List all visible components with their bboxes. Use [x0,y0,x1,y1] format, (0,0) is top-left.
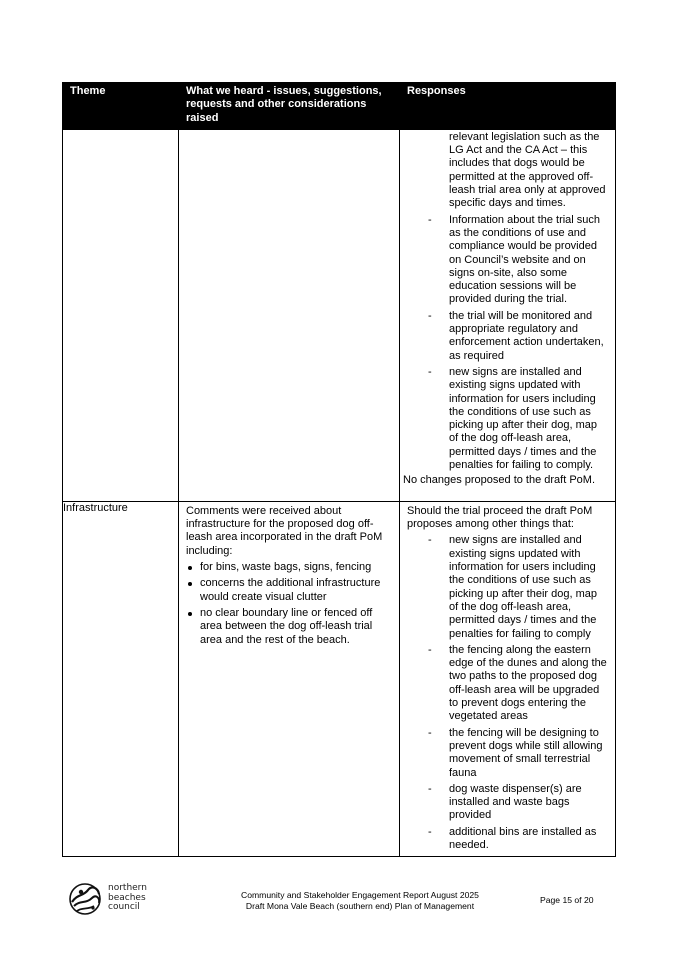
list-item-text: the fencing along the eastern edge of the dunes and along the two paths to the proposed dog off-leash area will be upgraded to prevent dogs entering the vegetated areas [449,643,607,723]
list-item [186,561,392,574]
header-what-we-heard: What we heard - issues, suggestions, requests and other considerations raised [179,83,400,130]
list-item-text: concerns the additional infrastructure would create visual clutter [200,577,381,603]
dash-bullet: - [428,726,432,739]
list-item [403,214,609,307]
dash-bullet: - [428,213,432,226]
list-item-text: relevant legislation such as the LG Act and the CA Act – this includes that dogs would be permitted at the approved off-leash trial area only at approved specific days and times. [449,130,606,210]
page-number: Page 15 of 20 [540,895,594,905]
list-item [403,644,609,724]
no-changes-note: No changes proposed to the draft PoM. [403,474,596,487]
responses-list [403,131,609,472]
logo-line: council [108,902,140,912]
list-item [403,366,609,472]
list-item-text: Information about the trial such as the conditions of use and compliance would be provided on Council’s website and on signs on-site, also some education sessions will be provided during the trial. [449,213,601,306]
responses-cell [400,501,616,856]
list-item-text: new signs are installed and existing signs updated with information for users including the conditions of use such as picking up after their dog, map of the dog off-leash area, permitted days / times and the penalties for failing to comply [449,534,597,640]
list-item-text: for bins, waste bags, signs, fencing [200,561,372,574]
council-logo-text [108,884,147,913]
heard-list [186,561,392,647]
list-item [403,727,609,780]
list-item [403,310,609,363]
list-item-text: additional bins are installed as needed. [449,825,597,852]
table-row [63,129,616,501]
dash-bullet: - [428,782,432,795]
list-item-text: the fencing will be designing to prevent dogs while still allowing movement of small terrestrial fauna [449,726,603,779]
list-item-text: no clear boundary line or fenced off area between the dog off-leash trial area and the rest of the beach. [200,606,373,646]
dash-bullet: - [428,643,432,656]
list-item-text: new signs are installed and existing signs updated with information for users including the conditions of use such as picking up after their dog, map of the dog off-leash area, permitted days / times and the penalties for failing to comply. [449,365,597,472]
list-item [186,607,392,647]
table-header-row [63,83,616,130]
logo-line: northern [108,883,147,893]
bullet-dot [188,582,192,586]
heard-cell [179,501,400,856]
dash-bullet: - [428,309,432,322]
council-logo-icon [68,882,104,916]
dash-bullet: - [428,365,432,378]
list-item-text: dog waste dispenser(s) are installed and waste bags provided [449,782,582,822]
header-responses: Responses [400,83,616,130]
dash-bullet: - [428,534,432,547]
footer-report-info [200,890,520,912]
logo-line: beaches [108,892,146,903]
bullet-dot [188,612,192,616]
header-theme: Theme [63,83,179,130]
bullet-dot [188,566,192,570]
responses-list [403,534,609,852]
theme-cell-empty [63,129,179,501]
feedback-table [62,82,616,857]
list-item [403,783,609,823]
list-item [186,577,392,604]
list-item [403,826,609,853]
heard-intro: Comments were received about infrastructure for the proposed dog off-leash area incorporated in the draft PoM including: [186,504,383,557]
dash-bullet: - [428,825,432,838]
list-item [403,131,609,211]
responses-cell [400,129,616,501]
responses-intro: Should the trial proceed the draft PoM proposes among other things that: [407,504,593,531]
heard-cell-empty [179,129,400,501]
table-row [63,501,616,856]
list-item-text: the trial will be monitored and appropriate regulatory and enforcement action undertaken, as required [449,309,604,362]
list-item [403,534,609,640]
theme-infrastructure: Infrastructure [63,501,179,856]
report-title: Community and Stakeholder Engagement Report August 2025 [241,890,479,900]
report-subtitle: Draft Mona Vale Beach (southern end) Plan of Management [245,901,475,911]
